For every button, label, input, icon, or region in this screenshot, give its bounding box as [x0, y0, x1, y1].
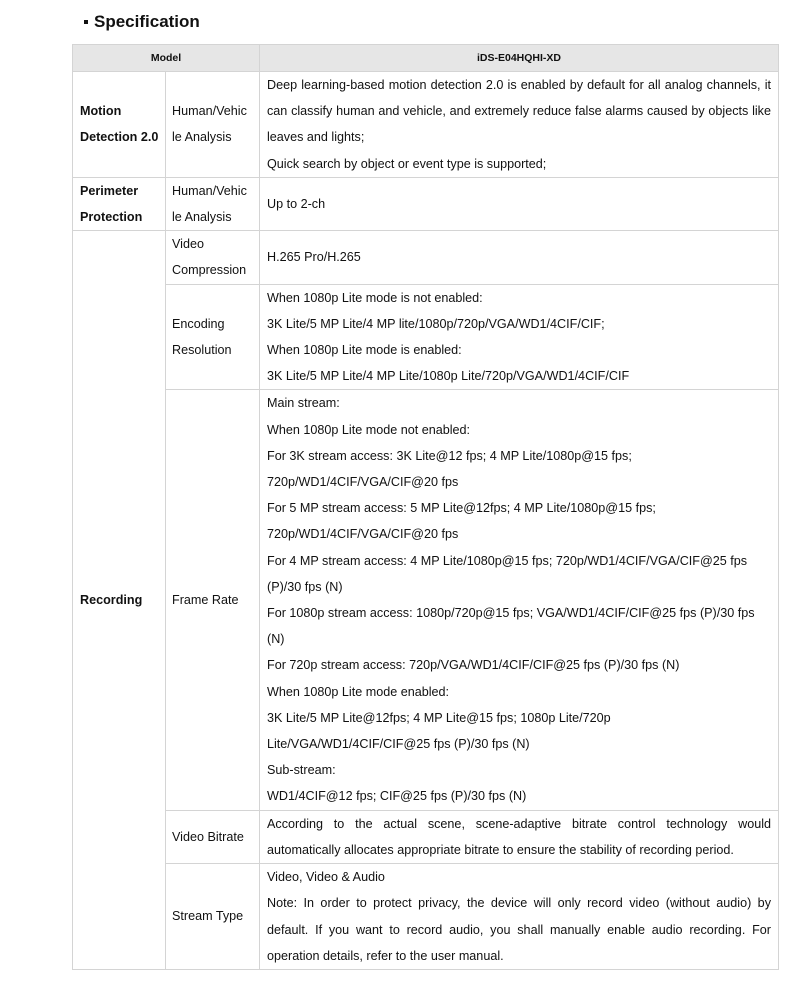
table-row [73, 810, 779, 863]
model-value: iDS-E04HQHI-XD [260, 45, 779, 72]
feature-frame-rate: Frame Rate [166, 390, 260, 810]
table-row [73, 72, 779, 178]
value-motion-detection: Deep learning-based motion detection 2.0 is enabled by default for all analog channels, it can classify human and vehicle, and extremely reduce false alarms caused by objects like leaves and lights; Quick search by object or event type is supported; [260, 72, 779, 178]
table-row [73, 864, 779, 970]
value-video-bitrate: According to the actual scene, scene-adaptive bitrate control technology would automatically allocates appropriate bitrate to ensure the stability of recording period. [260, 810, 779, 863]
specification-table [72, 44, 779, 970]
section-heading [84, 12, 200, 32]
table-row [73, 177, 779, 230]
table-row [73, 390, 779, 810]
model-label: Model [73, 45, 260, 72]
section-heading-text: Specification [94, 12, 200, 31]
value-perimeter-protection: Up to 2-ch [260, 177, 779, 230]
value-frame-rate: Main stream: When 1080p Lite mode not enabled: For 3K stream access: 3K Lite@12 fps; 4 MP Lite/1080p@15 fps; 720p/WD1/4CIF/VGA/CIF@20 fps For 5 MP stream access: 5 MP Lite@12fps; 4 MP Lite/1080p@15 fps; 720p/WD1/4CIF/VGA/CIF@20 fps For 4 MP stream access: 4 MP Lite/1080p@15 fps; 720p/WD1/4CIF/VGA/CIF@25 fps (P)/30 fps (N) For 1080p stream access: 1080p/720p@15 fps; VGA/WD1/4CIF/CIF@25 fps (P)/30 fps (N) For 720p stream access: 720p/VGA/WD1/4CIF/CIF@25 fps (P)/30 fps (N) When 1080p Lite mode enabled: 3K Lite/5 MP Lite@12fps; 4 MP Lite@15 fps; 1080p Lite/720p Lite/VGA/WD1/4CIF/CIF@25 fps (P)/30 fps (N) Sub-stream: WD1/4CIF@12 fps; CIF@25 fps (P)/30 fps (N) [260, 390, 779, 810]
table-header-row [73, 45, 779, 72]
value-stream-type: Video, Video & Audio Note: In order to protect privacy, the device will only record video (without audio) by default. If you want to record audio, you shall manually enable audio recording. For operation details, refer to the user manual. [260, 864, 779, 970]
bullet-icon [84, 20, 88, 24]
feature-encoding-resolution: Encoding Resolution [166, 284, 260, 390]
group-recording: Recording [73, 231, 166, 970]
feature-stream-type: Stream Type [166, 864, 260, 970]
feature-video-bitrate: Video Bitrate [166, 810, 260, 863]
group-motion-detection: Motion Detection 2.0 [73, 72, 166, 178]
table-row [73, 231, 779, 284]
group-perimeter-protection: Perimeter Protection [73, 177, 166, 230]
value-encoding-resolution: When 1080p Lite mode is not enabled: 3K Lite/5 MP Lite/4 MP lite/1080p/720p/VGA/WD1/4CIF/CIF; When 1080p Lite mode is enabled: 3K Lite/5 MP Lite/4 MP Lite/1080p Lite/720p/VGA/WD1/4CIF/CIF [260, 284, 779, 390]
feature-human-vehicle-analysis: Human/Vehic le Analysis [166, 72, 260, 178]
feature-human-vehicle-analysis: Human/Vehic le Analysis [166, 177, 260, 230]
feature-video-compression: Video Compression [166, 231, 260, 284]
value-video-compression: H.265 Pro/H.265 [260, 231, 779, 284]
table-row [73, 284, 779, 390]
